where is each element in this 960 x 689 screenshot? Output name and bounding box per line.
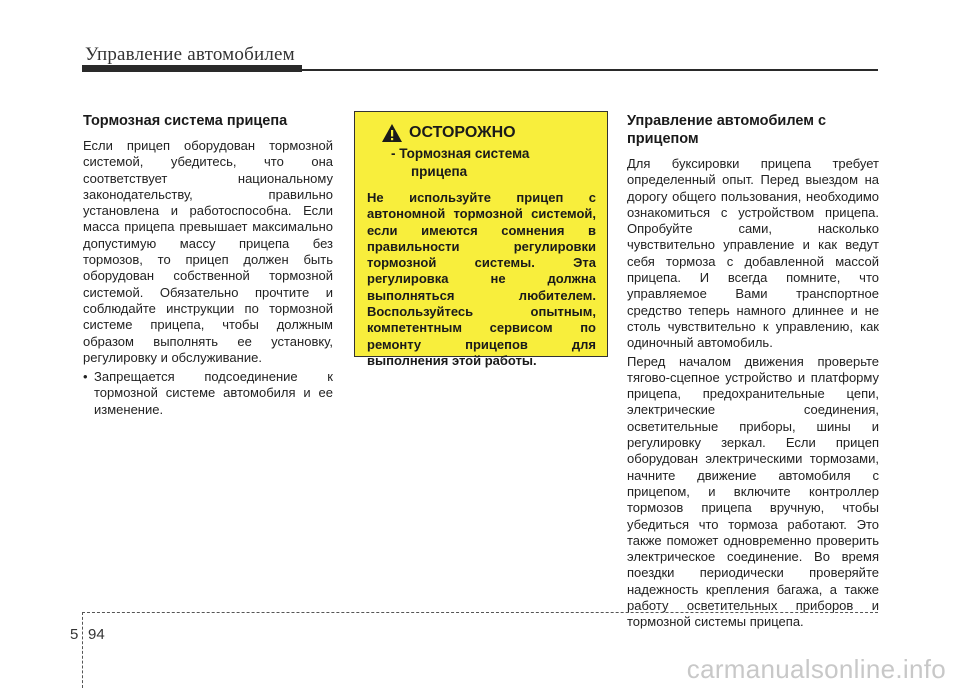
page-number-separator: [82, 612, 83, 688]
header-divider: [82, 69, 878, 71]
bullet-icon: •: [83, 369, 88, 385]
warning-subtitle-line1: - Тормозная система: [391, 146, 530, 161]
trailer-brakes-heading: Тормозная система прицепа: [83, 113, 288, 129]
bullet-text: Запрещается подсоединение к тормозной системе автомобиля и ее изменение.: [94, 369, 333, 417]
section-number: 5: [70, 626, 79, 643]
right-column: [627, 112, 879, 631]
warning-header: [381, 122, 596, 144]
watermark: carmanualsonline.info: [686, 654, 946, 684]
trailer-brakes-paragraph: Если прицеп оборудован тормозной системой, убедитесь, что она соответствует национальному законодательству, правильно установлена и работоспособна. Если масса прицепа превышает максимально допустимую массу прицепа без тормозов, то прицеп должен быть оборудован собственной тормозной системой. Обязательно прочтите и соблюдайте инструкции по тормозной системе прицепа, чтобы должным образом выполнять ее установку, регулировку и обслуживание.: [83, 138, 333, 365]
trailer-brakes-bullet: [83, 369, 333, 418]
towing-paragraph-1: Для буксировки прицепа требует определенный опыт. Перед выездом на дорогу общего пользования, необходимо ознакомиться с устройством прицепа. Опробуйте сами, насколько чувствительно управление и как ведут себя тормоза с добавленной массой прицепа. И всегда помните, что управляемое Вами транспортное средство теперь намного длиннее и не столь чувствительно к управлению, как одиночный автомобиль.: [627, 156, 879, 351]
section-title: Управление автомобилем: [85, 44, 295, 65]
warning-title: ОСТОРОЖНО: [409, 124, 516, 141]
warning-triangle-icon: [381, 123, 403, 143]
left-column: [83, 112, 333, 418]
footer-divider: [82, 612, 878, 613]
page-number: 94: [88, 626, 105, 643]
warning-body: Не используйте прицеп с автономной тормозной системой, если имеются сомнения в правильности регулировки тормозной системы. Эта регулировка не должна выполняться любителем. Воспользуйтесь опытным, компетентным сервисом по ремонту прицепов для выполнения этой работы.: [367, 190, 596, 368]
towing-paragraph-2: Перед началом движения проверьте тягово-сцепное устройство и платформу прицепа, предохранительные цепи, электрические соединения, осветительные приборы, шины и регулировку зеркал. Если прицеп оборудован электрическими тормозами, начните движение автомобиля с прицепом, и включите контроллер тормозов прицепа вручную, чтобы убедиться что тормоза работают. Это также поможет одновременно проверить электрическое соединение. Во время поездки периодически проверяйте надежность крепления багажа, а также работу осветительных приборов и тормозной системы прицепа.: [627, 353, 879, 630]
towing-heading: Управление автомобилем с прицепом: [627, 113, 827, 147]
warning-subtitle-line2: прицепа: [411, 164, 468, 179]
warning-box: [354, 111, 608, 368]
